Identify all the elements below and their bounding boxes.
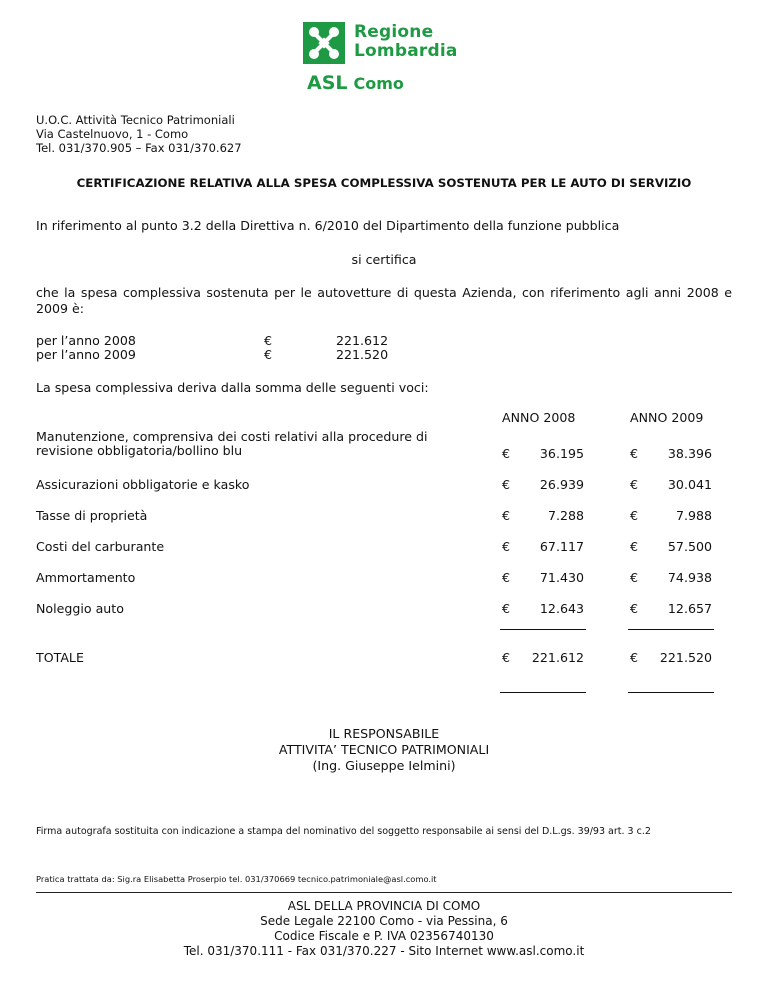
table-cell-2008: 26.939 (539, 477, 584, 492)
breakdown-intro: La spesa complessiva deriva dalla somma delle seguenti voci: (36, 380, 429, 395)
footer-org: ASL DELLA PROVINCIA DI COMO (287, 899, 481, 913)
euro-sign: € (502, 570, 511, 585)
asl-city: Como (353, 74, 404, 93)
footer-contacts: Tel. 031/370.111 - Fax 031/370.227 - Sito Internet www.asl.como.it (183, 944, 585, 958)
document-title: CERTIFICAZIONE RELATIVA ALLA SPESA COMPLESSIVA SOSTENUTA PER LE AUTO DI SERVIZIO (76, 176, 692, 190)
table-row-label: Costi del carburante (36, 539, 165, 554)
brand-name-line1: Regione (354, 22, 434, 42)
sum-rule-2009 (628, 629, 714, 630)
handled-by: Pratica trattata da: Sig.ra Elisabetta Proserpio tel. 031/370669 tecnico.patrimoniale@asl.como.it (36, 874, 437, 884)
asl-prefix: ASL (307, 72, 348, 94)
table-row-label: Noleggio auto (36, 601, 124, 616)
footer-tax-code: Codice Fiscale e P. IVA 02356740130 (274, 929, 494, 943)
table-row-label: Assicurazioni obbligatorie e kasko (36, 477, 250, 492)
statement-text: che la spesa complessiva sostenuta per le autovetture di questa Azienda, con riferimento agli anni 2008 e 2009 è: (36, 285, 732, 316)
euro-sign: € (502, 601, 511, 616)
euro-sign: € (630, 508, 639, 523)
address-line1: U.O.C. Attività Tecnico Patrimoniali (36, 113, 235, 127)
year-2009-currency: € (264, 347, 273, 362)
year-2008-label: per l’anno 2008 (36, 333, 136, 348)
euro-sign: € (502, 477, 511, 492)
table-row-label: Manutenzione, comprensiva dei costi relativi alla procedure di (36, 429, 428, 444)
table-cell-2008: 71.430 (539, 570, 584, 585)
total-2008: 221.612 (531, 650, 584, 665)
table-row-label: Tasse di proprietà (36, 508, 148, 523)
address-line2: Via Castelnuovo, 1 - Como (36, 127, 189, 141)
table-cell-2008: 12.643 (539, 601, 584, 616)
table-cell-2009: 74.938 (667, 570, 712, 585)
euro-sign: € (630, 539, 639, 554)
table-cell-2008: 67.117 (539, 539, 584, 554)
total-rule-2008 (500, 692, 586, 693)
table-row-label: Ammortamento (36, 570, 136, 585)
euro-sign: € (630, 446, 639, 461)
year-2009-label: per l’anno 2009 (36, 347, 136, 362)
euro-sign: € (630, 650, 639, 665)
total-rule-2009 (628, 692, 714, 693)
euro-sign: € (502, 508, 511, 523)
address-line3: Tel. 031/370.905 – Fax 031/370.627 (36, 141, 242, 155)
total-label: TOTALE (36, 650, 84, 665)
table-cell-2009: 38.396 (667, 446, 712, 461)
euro-sign: € (630, 601, 639, 616)
brand-name-line2: Lombardia (354, 41, 458, 61)
table-cell-2009: 12.657 (667, 601, 712, 616)
signature-title: IL RESPONSABILE (328, 726, 440, 741)
year-2009-value: 221.520 (336, 347, 389, 362)
euro-sign: € (502, 539, 511, 554)
euro-sign: € (630, 477, 639, 492)
table-cell-2009: 57.500 (667, 539, 712, 554)
table-cell-2008: 36.195 (539, 446, 584, 461)
euro-sign: € (502, 650, 511, 665)
footer-address: Sede Legale 22100 Como - via Pessina, 6 (260, 914, 508, 928)
table-cell-2009: 7.988 (675, 508, 712, 523)
year-2008-currency: € (264, 333, 273, 348)
certifies-text: si certifica (351, 252, 417, 267)
reference-text: In riferimento al punto 3.2 della Direttiva n. 6/2010 del Dipartimento della funzione pubblica (36, 218, 620, 233)
sum-rule-2008 (500, 629, 586, 630)
table-cell-2009: 30.041 (667, 477, 712, 492)
total-2009: 221.520 (659, 650, 712, 665)
signature-name: (Ing. Giuseppe Ielmini) (312, 758, 456, 773)
asl-logo-text (307, 71, 404, 96)
regione-lombardia-logo-icon (303, 22, 345, 64)
column-header-2008: ANNO 2008 (502, 410, 576, 425)
footer-divider (36, 892, 732, 893)
euro-sign: € (630, 570, 639, 585)
signature-note: Firma autografa sostituita con indicazione a stampa del nominativo del soggetto responsabile ai sensi del D.L.gs. 39/93 art. 3 c.2 (36, 826, 651, 837)
euro-sign: € (502, 446, 511, 461)
year-2008-value: 221.612 (336, 333, 389, 348)
table-cell-2008: 7.288 (547, 508, 584, 523)
column-header-2009: ANNO 2009 (630, 410, 704, 425)
signature-department: ATTIVITA’ TECNICO PATRIMONIALI (278, 742, 490, 757)
table-row-label-line2: revisione obbligatoria/bollino blu (36, 443, 243, 458)
